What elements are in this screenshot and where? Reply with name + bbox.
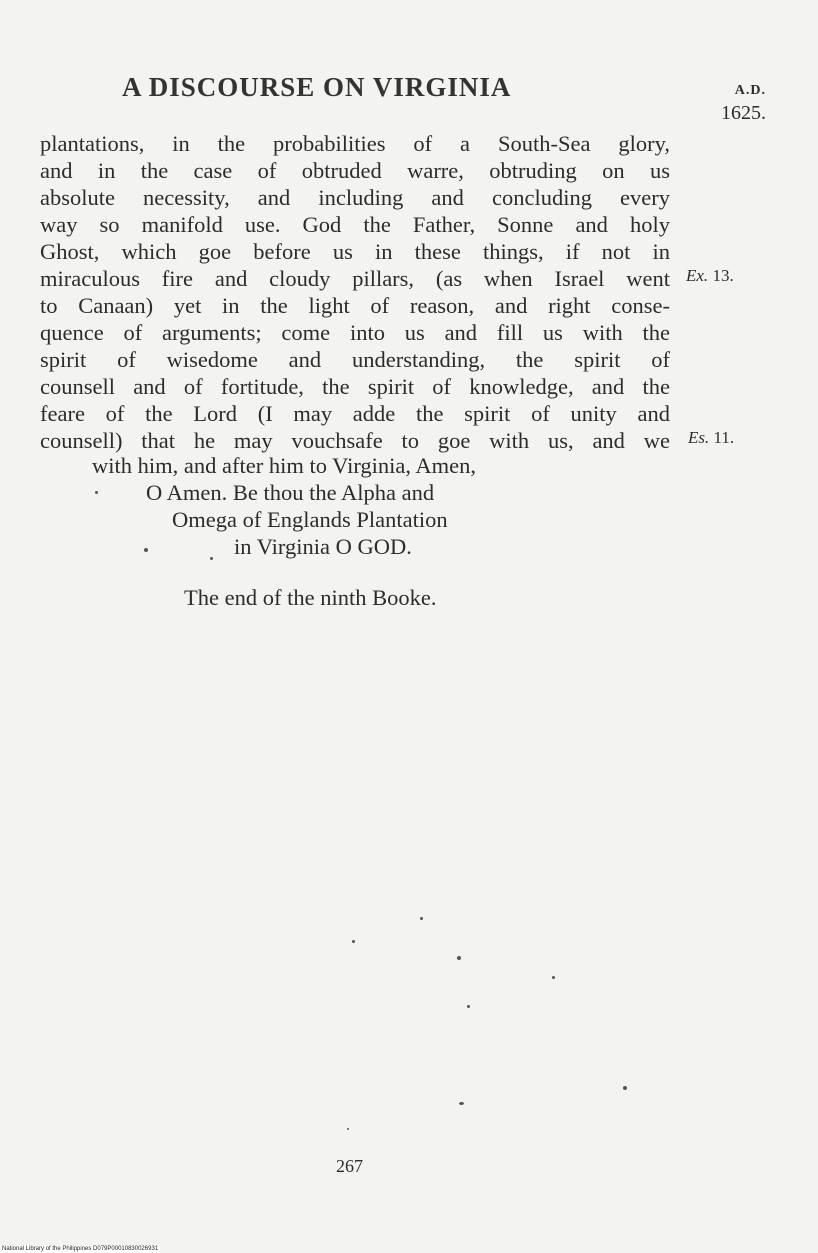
scan-footer: National Library of the Philippines D079P00010830026931 (2, 1246, 159, 1252)
ink-speck (623, 1086, 627, 1090)
text-line: feare of the Lord (I may adde the spirit of unity and (40, 401, 670, 426)
text-line: miraculous fire and cloudy pillars, (as when Israel went (40, 266, 670, 291)
text-line: and in the case of obtruded warre, obtruding on us (40, 158, 670, 183)
closing-line: with him, and after him to Virginia, Amen, (92, 453, 477, 478)
text-line: spirit of wisedome and understanding, the spirit of (40, 347, 670, 372)
margin-date-ad: A.D. (734, 83, 766, 98)
margin-reference (686, 266, 734, 286)
running-head: A DISCOURSE ON VIRGINIA (122, 72, 512, 102)
text-line: plantations, in the probabilities of a South-Sea glory, (40, 131, 670, 156)
text-line: counsell) that he may vouchsafe to goe with us, and we (40, 428, 670, 453)
ink-speck (352, 940, 355, 943)
ink-speck (210, 557, 213, 560)
closing-line: in Virginia O GOD. (234, 534, 412, 559)
ink-speck (420, 917, 423, 920)
margin-reference (688, 428, 734, 448)
ink-speck (144, 548, 148, 552)
ink-speck (457, 956, 461, 960)
margin-reference-number: 13. (712, 266, 734, 285)
margin-reference-number: 11. (713, 428, 735, 447)
page-number: 267 (336, 1156, 363, 1176)
text-line: Ghost, which goe before us in these things, if not in (40, 239, 670, 264)
margin-reference-book: Ex. (686, 266, 709, 285)
end-note: The end of the ninth Booke. (184, 585, 437, 610)
text-line: way so manifold use. God the Father, Sonne and holy (40, 212, 670, 237)
closing-line: Omega of Englands Plantation (172, 507, 448, 532)
text-line: to Canaan) yet in the light of reason, and right conse- (40, 293, 670, 318)
ink-speck (467, 1005, 470, 1008)
body-paragraph (40, 130, 670, 454)
ink-speck (552, 976, 555, 979)
text-line: counsell and of fortitude, the spirit of knowledge, and the (40, 374, 670, 399)
closing-line: O Amen. Be thou the Alpha and (146, 480, 435, 505)
ink-speck (459, 1102, 464, 1105)
ink-speck (347, 1128, 349, 1130)
margin-date (721, 80, 766, 124)
margin-reference-book: Es. (688, 428, 710, 447)
text-line: quence of arguments; come into us and fill us with the (40, 320, 670, 345)
text-line: absolute necessity, and including and concluding every (40, 185, 670, 210)
margin-date-year: 1625. (721, 102, 766, 124)
ink-speck (95, 491, 98, 494)
